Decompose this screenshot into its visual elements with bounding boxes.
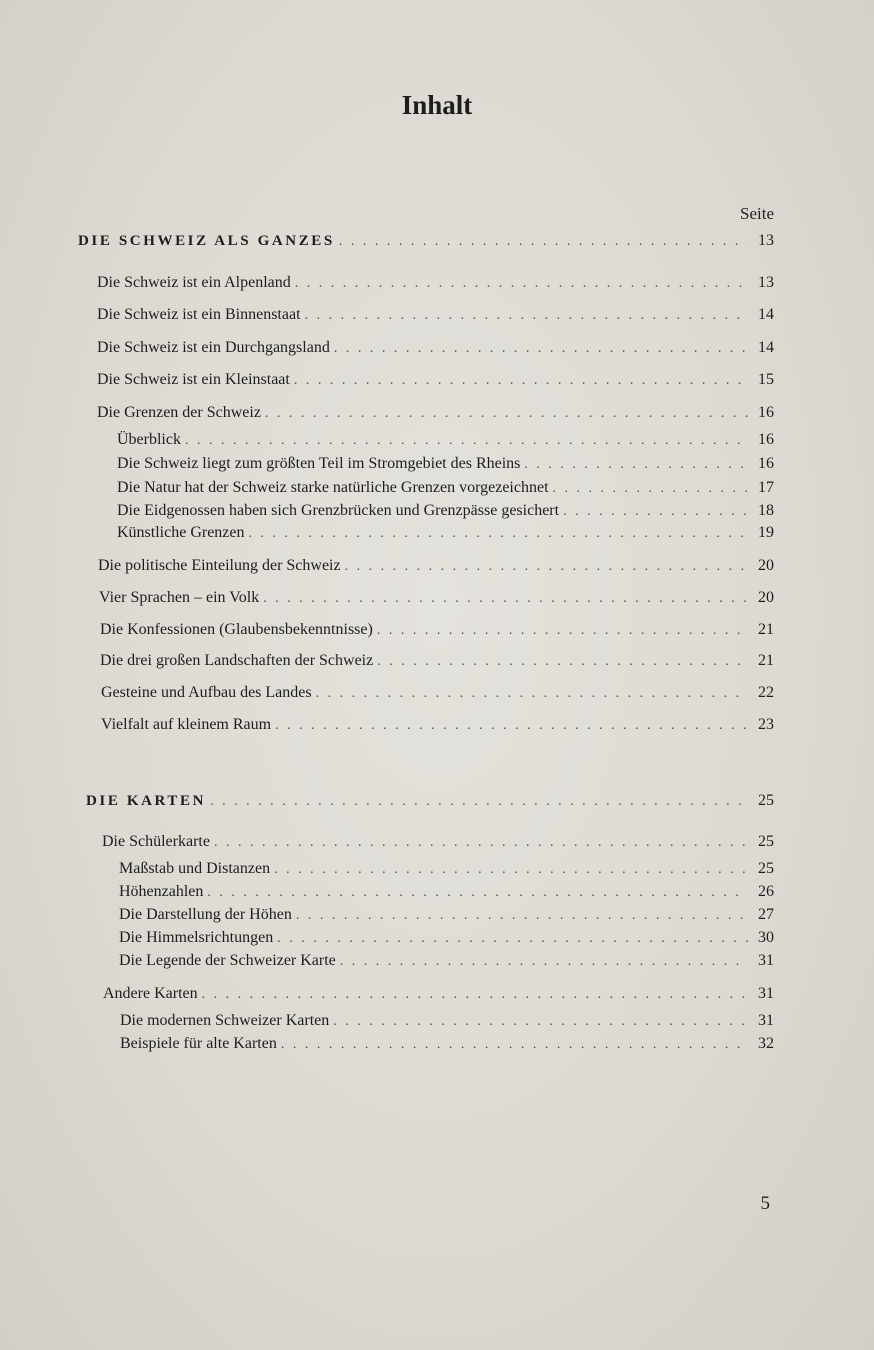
leader-dots	[275, 718, 748, 734]
toc-page-number: 13	[758, 232, 774, 249]
leader-dots	[207, 885, 748, 901]
toc-subentry	[120, 1035, 774, 1057]
toc-page-number: 20	[758, 557, 774, 574]
leader-dots	[333, 1014, 748, 1030]
toc-entry-label: Vielfalt auf kleinem Raum	[101, 716, 272, 733]
toc-page-number: 14	[758, 339, 774, 356]
toc-entry	[103, 985, 774, 1007]
leader-dots	[339, 234, 748, 250]
leader-dots	[281, 1037, 748, 1053]
leader-dots	[277, 931, 748, 947]
toc-entry-label: Vier Sprachen – ein Volk	[99, 589, 260, 606]
toc-page-number: 27	[758, 906, 774, 923]
toc-subentry	[117, 524, 774, 546]
toc-entry-label: Die Legende der Schweizer Karte	[119, 952, 336, 969]
toc-entry-label: Die politische Einteilung der Schweiz	[98, 557, 341, 574]
toc-subentry	[119, 952, 774, 974]
toc-entry-label: Die Eidgenossen haben sich Grenzbrücken und Grenzpässe gesichert	[117, 502, 560, 519]
toc-entry	[97, 339, 774, 361]
toc-entry-label: DIE SCHWEIZ ALS GANZES	[78, 233, 335, 249]
toc-page-number: 21	[758, 652, 774, 669]
toc-entry-label: Beispiele für alte Karten	[120, 1035, 277, 1052]
toc-page-number: 15	[758, 371, 774, 388]
toc-entry-label: Die Darstellung der Höhen	[119, 906, 292, 923]
leader-dots	[294, 373, 748, 389]
seite-column-header: Seite	[740, 204, 774, 223]
toc-page-number: 25	[758, 792, 774, 809]
toc-page-number: 16	[758, 431, 774, 448]
leader-dots	[563, 504, 748, 520]
toc-subentry	[117, 479, 774, 501]
toc-entry-label: DIE KARTEN	[86, 793, 207, 809]
toc-subentry	[119, 906, 774, 928]
toc-page-number: 16	[758, 455, 774, 472]
leader-dots	[334, 341, 748, 357]
toc-page-number: 18	[758, 502, 774, 519]
leader-dots	[377, 623, 748, 639]
page-title: Inhalt	[401, 90, 473, 120]
toc-page-number: 30	[758, 929, 774, 946]
toc-page-number: 31	[758, 952, 774, 969]
toc-entry-label: Die Schweiz ist ein Alpenland	[97, 274, 291, 291]
toc-entry-label: Höhenzahlen	[119, 883, 204, 900]
toc-entry-label: Die Grenzen der Schweiz	[97, 404, 261, 421]
toc-entry	[101, 716, 774, 738]
toc-entry	[97, 404, 774, 426]
toc-entry	[100, 621, 774, 643]
toc-subentry	[119, 860, 774, 882]
toc-subentry	[117, 455, 774, 477]
leader-dots	[305, 308, 748, 324]
leader-dots	[553, 481, 748, 497]
leader-dots	[263, 591, 748, 607]
toc-page-number: 16	[758, 404, 774, 421]
toc-page-number: 17	[758, 479, 774, 496]
toc-entry	[97, 306, 774, 328]
toc-page-number: 26	[758, 883, 774, 900]
toc-subentry	[117, 502, 774, 524]
leader-dots	[316, 686, 748, 702]
toc-entry-label: Die Natur hat der Schweiz starke natürliche Grenzen vorgezeichnet	[117, 479, 549, 496]
leader-dots	[296, 908, 748, 924]
toc-entry	[97, 371, 774, 393]
toc-page-number: 25	[758, 833, 774, 850]
leader-dots	[265, 406, 748, 422]
toc-subentry	[119, 929, 774, 951]
toc-page-number: 31	[758, 1012, 774, 1029]
toc-entry-label: Die Himmelsrichtungen	[119, 929, 274, 946]
toc-page-number: 20	[758, 589, 774, 606]
toc-entry-label: Künstliche Grenzen	[117, 524, 245, 541]
toc-entry-label: Die drei großen Landschaften der Schweiz	[100, 652, 374, 669]
leader-dots	[345, 559, 748, 575]
toc-page-number: 25	[758, 860, 774, 877]
toc-page-number: 31	[758, 985, 774, 1002]
toc-page-number: 23	[758, 716, 774, 733]
leader-dots	[249, 526, 748, 542]
leader-dots	[377, 654, 748, 670]
toc-entry-label: Die modernen Schweizer Karten	[120, 1012, 330, 1029]
leader-dots	[524, 457, 748, 473]
toc-entry-label: Die Schweiz ist ein Durchgangsland	[97, 339, 330, 356]
toc-section-entry	[78, 232, 774, 254]
toc-entry-label: Die Schweiz liegt zum größten Teil im Stromgebiet des Rheins	[117, 455, 521, 472]
toc-page-number: 19	[758, 524, 774, 541]
toc-entry	[101, 684, 774, 706]
toc-page-number: 13	[758, 274, 774, 291]
toc-entry	[102, 833, 774, 855]
leader-dots	[185, 433, 748, 449]
toc-entry	[99, 589, 774, 611]
toc-page-number: 32	[758, 1035, 774, 1052]
leader-dots	[295, 276, 748, 292]
leader-dots	[210, 794, 748, 810]
page-number: 5	[760, 1193, 770, 1214]
toc-entry-label: Überblick	[117, 431, 181, 448]
toc-page-number: 22	[758, 684, 774, 701]
toc-page-number: 21	[758, 621, 774, 638]
toc-entry	[97, 274, 774, 296]
leader-dots	[274, 862, 748, 878]
toc-section-entry	[86, 792, 774, 814]
leader-dots	[340, 954, 748, 970]
toc-entry-label: Gesteine und Aufbau des Landes	[101, 684, 312, 701]
toc-entry-label: Die Schweiz ist ein Binnenstaat	[97, 306, 301, 323]
toc-page-number: 14	[758, 306, 774, 323]
toc-entry-label: Die Konfessionen (Glaubensbekenntnisse)	[100, 621, 373, 638]
toc-entry-label: Maßstab und Distanzen	[119, 860, 271, 877]
toc-entry-label: Andere Karten	[103, 985, 198, 1002]
toc-entry	[98, 557, 774, 579]
toc-subentry	[120, 1012, 774, 1034]
leader-dots	[214, 835, 748, 851]
toc-entry	[100, 652, 774, 674]
toc-subentry	[119, 883, 774, 905]
toc-entry-label: Die Schweiz ist ein Kleinstaat	[97, 371, 290, 388]
toc-entry-label: Die Schülerkarte	[102, 833, 210, 850]
leader-dots	[202, 987, 748, 1003]
toc-subentry	[117, 431, 774, 453]
